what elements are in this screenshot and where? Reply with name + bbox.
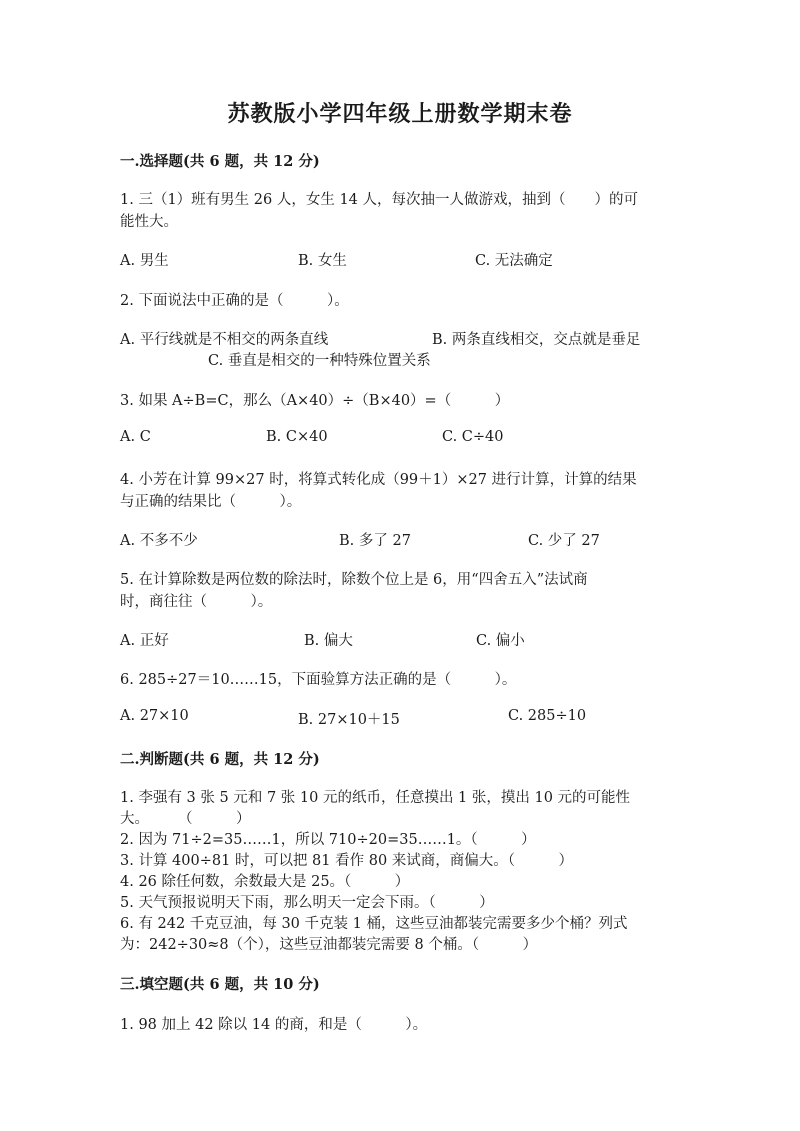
question-text: 1. 三（1）班有男生 26 人，女生 14 人，每次抽一人做游戏，抽到（ ）的可 — [120, 192, 639, 208]
option-c: C. 偏小 — [476, 633, 525, 649]
question-text: 5. 天气预报说明天下雨，那么明天一定会下雨。（ ） — [120, 895, 494, 911]
option-c: C. C÷40 — [442, 429, 504, 445]
page-title: 苏教版小学四年级上册数学期末卷 — [227, 101, 573, 127]
question-text: 1. 98 加上 42 除以 14 的商，和是（ ）。 — [120, 1017, 428, 1033]
question-text: 为：242÷30≈8（个），这些豆油都装完需要 8 个桶。（ ） — [120, 937, 538, 953]
question-text: 4. 小芳在计算 99×27 时，将算式转化成（99＋1）×27 进行计算，计算的结果 — [120, 472, 637, 488]
option-b: B. 女生 — [298, 253, 347, 269]
option-c: C. 285÷10 — [508, 708, 587, 724]
option-c: C. 少了 27 — [528, 533, 600, 549]
question-text: 能性大。 — [120, 214, 178, 230]
question-text: 5. 在计算除数是两位数的除法时，除数个位上是 6，用“四舍五入”法试商 — [120, 572, 588, 588]
question-text: 2. 因为 71÷2=35……1，所以 710÷20=35……1。（ ） — [120, 832, 536, 848]
question-text: 1. 李强有 3 张 5 元和 7 张 10 元的纸币，任意摸出 1 张，摸出 10 元的可能性 — [120, 790, 631, 806]
question-text: 3. 如果 A÷B=C，那么（A×40）÷（B×40）=（ ） — [120, 393, 510, 409]
question-text: 大。 （ ） — [120, 811, 251, 827]
option-b: B. 多了 27 — [339, 533, 411, 549]
option-b: B. 27×10＋15 — [298, 712, 400, 728]
option-a: A. 不多不少 — [120, 533, 198, 549]
question-text: 3. 计算 400÷81 时，可以把 81 看作 80 来试商，商偏大。（ ） — [120, 853, 574, 869]
section-heading-judgement: 二.判断题(共 6 题，共 12 分) — [120, 751, 320, 768]
question-text: 6. 有 242 千克豆油，每 30 千克装 1 桶，这些豆油都装完需要多少个桶？列式 — [120, 916, 628, 932]
question-text: 4. 26 除任何数，余数最大是 25。（ ） — [120, 874, 410, 890]
question-text: 与正确的结果比（ ）。 — [120, 494, 302, 510]
question-text: 6. 285÷27＝10……15，下面验算方法正确的是（ ）。 — [120, 672, 517, 688]
option-a: A. 27×10 — [120, 708, 189, 724]
option-c: C. 垂直是相交的一种特殊位置关系 — [208, 353, 431, 369]
question-text: 时，商往往（ ）。 — [120, 594, 273, 610]
option-a: A. 正好 — [120, 633, 169, 649]
option-a: A. 男生 — [120, 253, 169, 269]
option-b: B. C×40 — [266, 429, 328, 445]
option-a: A. 平行线就是不相交的两条直线 — [120, 332, 329, 348]
option-b: B. 偏大 — [304, 633, 353, 649]
section-heading-fill-in: 三.填空题(共 6 题，共 10 分) — [120, 976, 320, 993]
option-a: A. C — [120, 429, 151, 445]
option-c: C. 无法确定 — [475, 253, 553, 269]
option-b: B. 两条直线相交，交点就是垂足 — [432, 332, 641, 348]
section-heading-choice: 一.选择题(共 6 题，共 12 分) — [120, 153, 320, 170]
question-text: 2. 下面说法中正确的是（ ）。 — [120, 293, 349, 309]
